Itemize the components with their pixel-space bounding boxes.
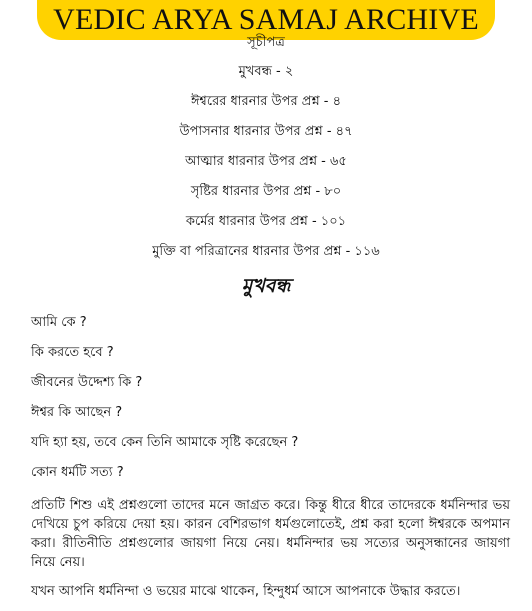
question-line: যদি হ্যা হয়, তবে কেন তিনি আমাকে সৃষ্টি করেছেন ? xyxy=(31,435,299,450)
body-paragraph: প্রতিটি শিশু এই প্রশ্নগুলো তাদের মনে জাগ্রত করে। কিন্তু ধীরে ধীরে তাদেরকে ধর্মনিন্দার ভয় দেখিয়ে চুপ করিয়ে দেয়া হয়। কারন বেশিরভাগ ধর্মগুলোতেই, প্রশ্ন করা হলো ঈশ্বরকে অপমান করা। রীতিনীতি প্রশ্নগুলোর জায়গা নিয়ে নেয়। ধর্মনিন্দার ভয় সত্যের অনুসন্ধানের জায়গা নিয়ে নেয়। xyxy=(31,498,510,570)
question-line: আমি কে ? xyxy=(31,315,87,330)
question-line: ঈশ্বর কি আছেন ? xyxy=(31,405,123,420)
toc-item[interactable]: উপাসনার ধারনার উপর প্রশ্ন - ৪৭ xyxy=(179,124,353,139)
toc-item[interactable]: ঈশ্বরের ধারনার উপর প্রশ্ন - ৪ xyxy=(190,94,342,109)
section-title: মুখবন্ধ xyxy=(241,275,291,297)
toc-item[interactable]: কর্মের ধারনার উপর প্রশ্ন - ১০১ xyxy=(185,214,347,229)
body-paragraph: যখন আপনি ধর্মনিন্দা ও ভয়ের মাঝে থাকেন, হিন্দুধর্ম আসে আপনাকে উদ্ধার করতে। xyxy=(31,584,461,599)
toc-item[interactable]: মুক্তি বা পরিত্রানের ধারনার উপর প্রশ্ন - ১১৬ xyxy=(152,244,380,259)
toc-item[interactable]: সৃষ্টির ধারনার উপর প্রশ্ন - ৮০ xyxy=(190,184,342,199)
archive-banner: VEDIC ARYA SAMAJ ARCHIVE xyxy=(37,0,495,40)
question-line: কি করতে হবে ? xyxy=(31,345,114,360)
question-line: জীবনের উদ্দেশ্য কি ? xyxy=(31,375,143,390)
toc-item[interactable]: মুখবন্ধ - ২ xyxy=(238,64,294,79)
question-line: কোন ধর্মটি সত্য ? xyxy=(31,465,124,480)
toc-heading: সূচীপত্র xyxy=(247,35,285,50)
toc-item[interactable]: আত্মার ধারনার উপর প্রশ্ন - ৬৫ xyxy=(185,154,347,169)
section-body xyxy=(31,314,510,611)
table-of-contents xyxy=(0,62,532,272)
